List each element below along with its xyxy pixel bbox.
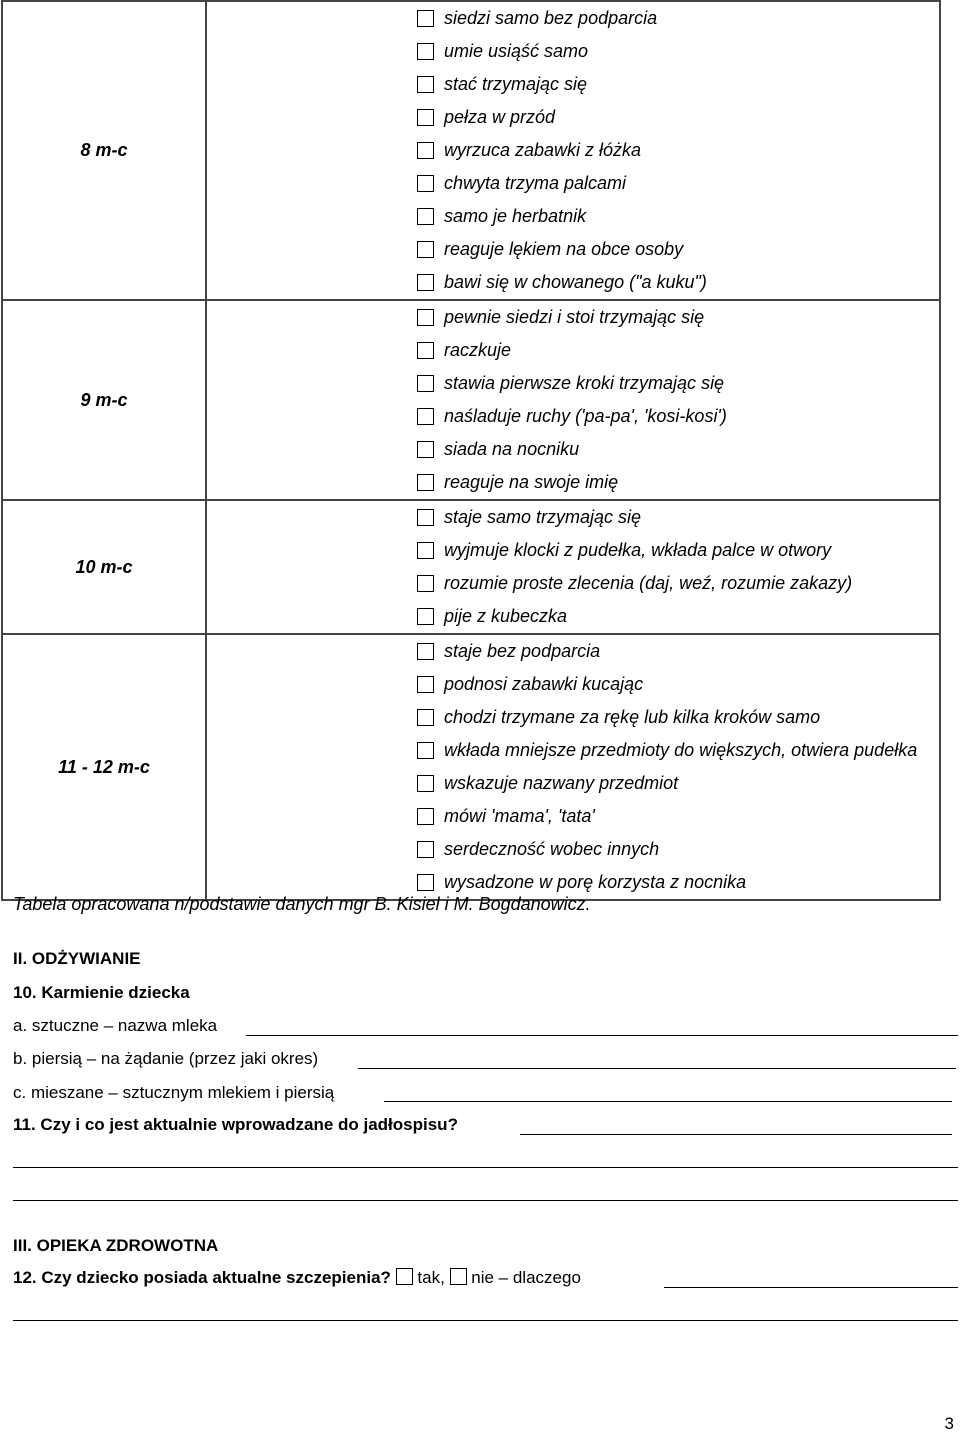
milestone-label: wskazuje nazwany przedmiot (444, 773, 679, 793)
milestone-item (417, 367, 939, 400)
milestone-label: chwyta trzyma palcami (444, 173, 627, 193)
milestone-label: siada na nocniku (444, 439, 580, 459)
option-no-label: nie – dlaczego (471, 1268, 581, 1287)
checkbox[interactable] (417, 342, 434, 359)
age-cell: 8 m-c (2, 1, 206, 300)
milestone-item (417, 35, 939, 68)
milestone-label: wysadzone w porę korzysta z nocnika (444, 872, 747, 892)
milestone-item (417, 400, 939, 433)
milestone-label: wyjmuje klocki z pudełka, wkłada palce w otwory (444, 540, 832, 560)
age-cell: 10 m-c (2, 500, 206, 634)
milestones-cell (206, 634, 940, 900)
milestone-item (417, 567, 939, 600)
question-12-row (13, 1268, 581, 1288)
checkbox[interactable] (417, 241, 434, 258)
milestone-label: naśladuje ruchy ('pa-pa', 'kosi-kosi') (444, 406, 727, 426)
milestone-item (417, 767, 939, 800)
question-10: 10. Karmienie dziecka (13, 983, 190, 1002)
milestone-item (417, 833, 939, 866)
checkbox-yes[interactable] (396, 1268, 413, 1285)
milestone-label: mówi 'mama', 'tata' (444, 806, 595, 826)
checkbox[interactable] (417, 509, 434, 526)
milestone-item (417, 334, 939, 367)
checkbox[interactable] (417, 76, 434, 93)
milestone-item (417, 134, 939, 167)
option-a: a. sztuczne – nazwa mleka (13, 1016, 218, 1035)
milestone-label: reaguje na swoje imię (444, 472, 619, 492)
answer-line-11b[interactable] (13, 1167, 958, 1168)
checkbox[interactable] (417, 841, 434, 858)
milestone-label: pełza w przód (444, 107, 556, 127)
milestone-item (417, 534, 939, 567)
age-cell: 11 - 12 m-c (2, 634, 206, 900)
milestone-label: staje samo trzymając się (444, 507, 642, 527)
checkbox[interactable] (417, 742, 434, 759)
checkbox[interactable] (417, 608, 434, 625)
checkbox[interactable] (417, 274, 434, 291)
checkbox[interactable] (417, 542, 434, 559)
milestone-label: chodzi trzymane za rękę lub kilka kroków samo (444, 707, 821, 727)
checkbox[interactable] (417, 474, 434, 491)
milestone-label: siedzi samo bez podparcia (444, 8, 658, 28)
milestone-item (417, 635, 939, 668)
milestone-label: serdeczność wobec innych (444, 839, 660, 859)
milestone-item (417, 101, 939, 134)
answer-line-12b[interactable] (13, 1320, 958, 1321)
option-c: c. mieszane – sztucznym mlekiem i piersią (13, 1083, 335, 1102)
milestones-cell (206, 300, 940, 500)
milestone-item (417, 301, 939, 334)
answer-line-11a[interactable] (520, 1134, 952, 1135)
checkbox[interactable] (417, 109, 434, 126)
answer-line-a[interactable] (246, 1035, 958, 1036)
table-source-note: Tabela opracowana n/podstawie danych mgr B. Kisiel i M. Bogdanowicz. (13, 894, 591, 914)
milestone-item (417, 501, 939, 534)
checkbox[interactable] (417, 408, 434, 425)
checkbox[interactable] (417, 208, 434, 225)
checkbox[interactable] (417, 575, 434, 592)
checkbox[interactable] (417, 709, 434, 726)
checkbox-no[interactable] (450, 1268, 467, 1285)
checkbox[interactable] (417, 874, 434, 891)
checkbox[interactable] (417, 175, 434, 192)
question-11: 11. Czy i co jest aktualnie wprowadzane do jadłospisu? (13, 1115, 458, 1134)
checkbox[interactable] (417, 43, 434, 60)
milestone-item (417, 701, 939, 734)
milestone-item (417, 68, 939, 101)
checkbox[interactable] (417, 643, 434, 660)
checkbox[interactable] (417, 142, 434, 159)
milestone-item (417, 800, 939, 833)
section-heading-health: III. OPIEKA ZDROWOTNA (13, 1236, 219, 1255)
checkbox[interactable] (417, 309, 434, 326)
milestone-label: bawi się w chowanego ("a kuku") (444, 272, 707, 292)
answer-line-11c[interactable] (13, 1200, 958, 1201)
milestone-item (417, 2, 939, 35)
checkbox[interactable] (417, 375, 434, 392)
checkbox[interactable] (417, 808, 434, 825)
answer-line-12a[interactable] (664, 1287, 958, 1288)
milestone-label: reaguje lękiem na obce osoby (444, 239, 684, 259)
milestones-table (1, 0, 941, 901)
page-number: 3 (944, 1414, 954, 1433)
milestone-label: stać trzymając się (444, 74, 588, 94)
milestone-item (417, 167, 939, 200)
milestone-label: samo je herbatnik (444, 206, 587, 226)
age-cell: 9 m-c (2, 300, 206, 500)
checkbox[interactable] (417, 676, 434, 693)
checkbox[interactable] (417, 775, 434, 792)
question-12: 12. Czy dziecko posiada aktualne szczepienia? (13, 1268, 391, 1287)
milestone-item (417, 600, 939, 633)
table-row (2, 500, 940, 634)
milestone-item (417, 233, 939, 266)
milestone-label: wkłada mniejsze przedmioty do większych, otwiera pudełka (444, 740, 918, 760)
milestones-cell (206, 500, 940, 634)
milestone-item (417, 668, 939, 701)
option-b: b. piersią – na żądanie (przez jaki okres) (13, 1049, 319, 1068)
milestone-item (417, 433, 939, 466)
milestone-label: staje bez podparcia (444, 641, 601, 661)
milestone-label: wyrzuca zabawki z łóżka (444, 140, 642, 160)
milestones-cell (206, 1, 940, 300)
option-yes-label: tak, (417, 1268, 445, 1287)
milestone-item (417, 466, 939, 499)
milestone-label: pewnie siedzi i stoi trzymając się (444, 307, 705, 327)
answer-line-c[interactable] (384, 1101, 952, 1102)
section-heading-nutrition: II. ODŻYWIANIE (13, 949, 141, 968)
milestone-label: podnosi zabawki kucając (444, 674, 644, 694)
answer-line-b[interactable] (358, 1068, 956, 1069)
checkbox[interactable] (417, 441, 434, 458)
table-row (2, 634, 940, 900)
milestone-label: umie usiąść samo (444, 41, 589, 61)
table-row (2, 300, 940, 500)
milestone-label: rozumie proste zlecenia (daj, weź, rozumie zakazy) (444, 573, 853, 593)
milestone-item (417, 200, 939, 233)
milestone-item (417, 734, 939, 767)
checkbox[interactable] (417, 10, 434, 27)
milestone-item (417, 266, 939, 299)
table-row (2, 1, 940, 300)
milestone-label: pije z kubeczka (444, 606, 568, 626)
milestone-label: raczkuje (444, 340, 512, 360)
milestone-label: stawia pierwsze kroki trzymając się (444, 373, 725, 393)
